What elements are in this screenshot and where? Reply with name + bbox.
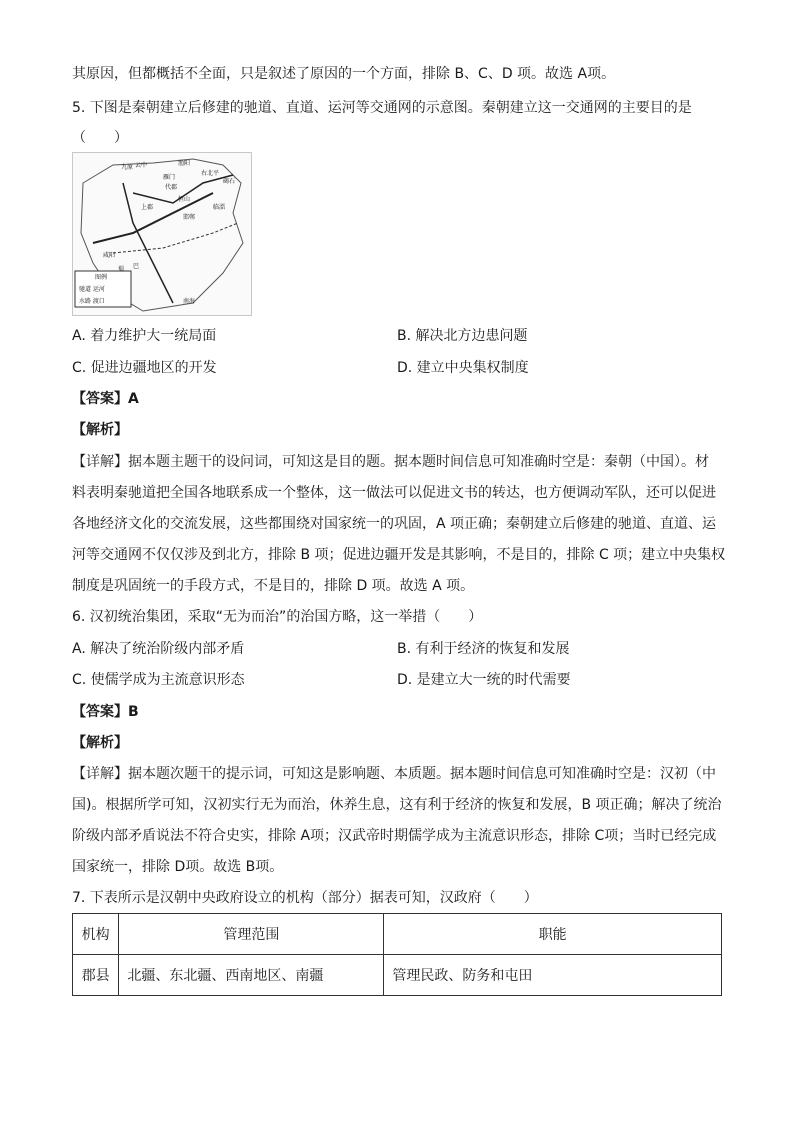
table-cell: 管理民政、防务和屯田: [384, 955, 722, 996]
q5-detail-line: 河等交通网不仅仅涉及到北方，排除 B 项；促进边疆开发是其影响，不是目的，排除 C 项；建立中央集权: [72, 547, 726, 563]
question-7-stem: 7. 下表所示是汉朝中央政府设立的机构（部分）据表可知，汉政府（ ）: [72, 890, 538, 906]
table-header-cell: 机构: [73, 914, 119, 955]
qin-transport-map: [72, 152, 252, 316]
question-5-stem: 5. 下图是秦朝建立后修建的驰道、直道、运河等交通网的示意图。秦朝建立这一交通网的主要目的是: [72, 100, 692, 116]
q6-option-b: B. 有利于经济的恢复和发展: [397, 641, 570, 657]
table-cell: 郡县: [73, 955, 119, 996]
map-label: 恒山: [178, 196, 191, 203]
question-6-stem: 6. 汉初统治集团，采取“无为而治”的治国方略，这一举措（ ）: [72, 609, 483, 625]
question-5-blank: （ ）: [72, 130, 128, 146]
table-header-row: [73, 914, 722, 955]
map-label: 南海: [183, 298, 196, 305]
q6-option-a: A. 解决了统治阶级内部矛盾: [72, 641, 245, 657]
map-label: 上郡: [141, 204, 154, 211]
map-label: 雁门: [163, 174, 176, 181]
q5-option-a: A. 着力维护大一统局面: [72, 328, 217, 344]
table-cell: 北疆、东北疆、西南地区、南疆: [119, 955, 384, 996]
map-label: 邯郸: [183, 214, 196, 221]
table-header-cell: 职能: [384, 914, 722, 955]
paragraph-line: 其原因，但都概括不全面，只是叙述了原因的一个方面，排除 B、C、D 项。故选 A项。: [72, 66, 616, 82]
table-header-cell: 管理范围: [119, 914, 384, 955]
waterway-line: [113, 223, 238, 253]
map-label: 渔阳: [178, 160, 191, 167]
map-label: 九原: [121, 164, 134, 171]
q6-analysis-heading: 【解析】: [72, 735, 128, 751]
q5-option-d: D. 建立中央集权制度: [397, 360, 529, 376]
q6-detail-line: 国家统一，排除 D项。故选 B项。: [72, 859, 284, 875]
map-label: 云中: [135, 162, 148, 169]
q6-detail-line: 【详解】据本题次题干的提示词，可知这是影响题、本质题。据本题时间信息可知准确时空是：汉初（中: [72, 766, 716, 782]
map-label: 代郡: [165, 184, 178, 191]
q6-option-c: C. 使儒学成为主流意识形态: [72, 672, 245, 688]
table-row: [73, 955, 722, 996]
q5-detail-line: 各地经济文化的交流发展，这些都围绕对国家统一的巩固，A 项正确；秦朝建立后修建的驰道、直道、运: [72, 516, 717, 532]
map-label: 右北平: [201, 170, 220, 177]
map-label: 咸阳: [103, 252, 116, 259]
q5-detail-line: 制度是巩固统一的手段方式，不是目的，排除 D 项。故选 A 项。: [72, 578, 475, 594]
map-label: 蜀: [118, 266, 125, 273]
q5-option-b: B. 解决北方边患问题: [397, 328, 528, 344]
map-label: 巴: [133, 263, 140, 270]
q6-detail-line: 阶级内部矛盾说法不符合史实，排除 A项；汉武帝时期儒学成为主流意识形态，排除 C项；当时已经完成: [72, 828, 717, 844]
legend-item: 驰道 运河: [79, 286, 105, 293]
map-svg: [73, 153, 251, 315]
q6-option-d: D. 是建立大一统的时代需要: [397, 672, 571, 688]
q5-detail-line: 料表明秦驰道把全国各地联系成一个整体，这一做法可以促进文书的转达，也方便调动军队，还可以促进: [72, 485, 716, 501]
q5-option-c: C. 促进边疆地区的开发: [72, 360, 217, 376]
map-label: 临淄: [213, 204, 226, 211]
q6-detail-line: 国)。根据所学可知，汉初实行无为而治，休养生息，这有利于经济的恢复和发展，B 项正确；解决了统治: [72, 797, 722, 813]
legend-title: 图例: [95, 274, 108, 281]
map-label: 碣石: [223, 178, 236, 185]
q5-detail-line: 【详解】据本题主题干的设问词，可知这是目的题。据本题时间信息可知准确时空是：秦朝（中国）。材: [72, 454, 709, 470]
q5-answer: 【答案】A: [72, 391, 139, 407]
q5-analysis-heading: 【解析】: [72, 422, 128, 438]
legend-item: 水路 渡口: [79, 298, 105, 305]
q6-answer: 【答案】B: [72, 704, 139, 720]
institution-table: [72, 913, 722, 996]
